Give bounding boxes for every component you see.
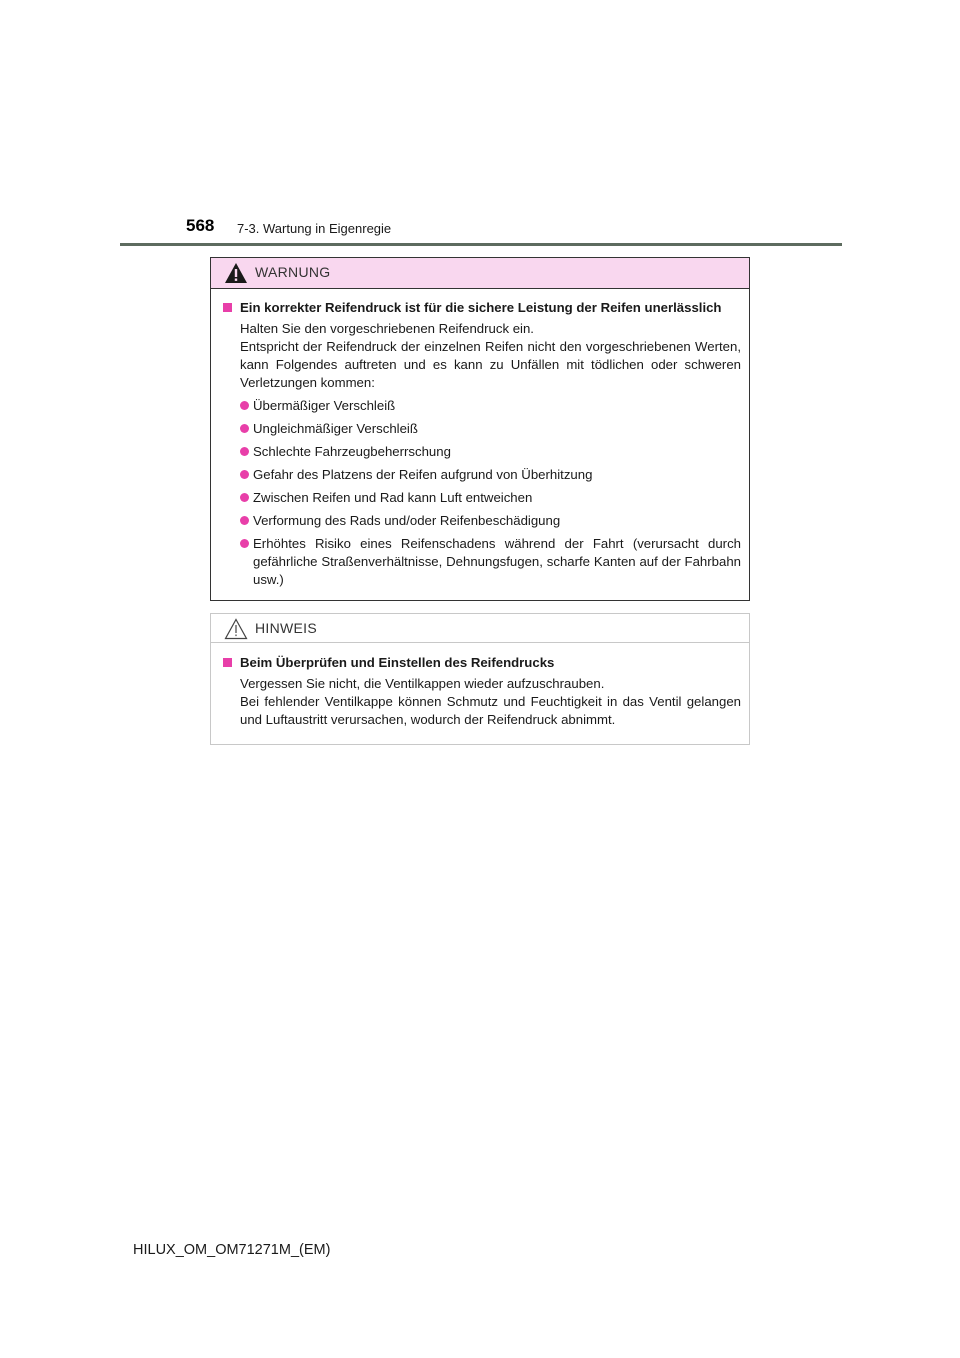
round-bullet-icon [240, 447, 249, 456]
list-item [222, 397, 741, 415]
round-bullet-icon [240, 401, 249, 410]
list-item-text: Schlechte Fahrzeugbeherrschung [253, 444, 451, 459]
list-item-text: Übermäßiger Verschleiß [253, 398, 396, 413]
list-item [222, 535, 741, 589]
notice-heading [222, 654, 741, 672]
notice-box [210, 613, 750, 745]
round-bullet-icon [240, 493, 249, 502]
round-bullet-icon [240, 539, 249, 548]
round-bullet-icon [240, 470, 249, 479]
warning-box [210, 257, 750, 601]
header-divider [120, 243, 842, 246]
warning-intro-line: Entspricht der Reifendruck der einzelnen Reifen nicht den vorgeschriebenen Werten, kann Folgendes auftreten und es kann zu Unfällen mit tödlichen oder schweren Verletzungen kommen: [240, 339, 741, 390]
list-item [222, 489, 741, 507]
document-footer-id: HILUX_OM_OM71271M_(EM) [133, 1242, 331, 1258]
warning-list [222, 397, 741, 589]
notice-label: HINWEIS [255, 620, 317, 636]
list-item-text: Ungleichmäßiger Verschleiß [253, 421, 418, 436]
notice-line: Vergessen Sie nicht, die Ventilkappen wieder aufzuschrauben. [240, 676, 605, 691]
square-bullet-icon [223, 658, 232, 667]
page-number: 568 [186, 216, 215, 235]
list-item-text: Zwischen Reifen und Rad kann Luft entweichen [253, 490, 533, 505]
list-item [222, 443, 741, 461]
notice-content [222, 654, 741, 729]
list-item [222, 512, 741, 530]
notice-heading-text: Beim Überprüfen und Einstellen des Reifendrucks [240, 655, 555, 670]
section-title: 7-3. Wartung in Eigenregie [237, 221, 392, 236]
warning-label: WARNUNG [255, 264, 331, 280]
notice-line: Bei fehlender Ventilkappe können Schmutz und Feuchtigkeit in das Ventil gelangen und Luftaustritt verursachen, wodurch der Reifendruck abnimmt. [240, 694, 741, 727]
warning-intro-line: Halten Sie den vorgeschriebenen Reifendruck ein. [240, 321, 534, 336]
round-bullet-icon [240, 424, 249, 433]
list-item-text: Verformung des Rads und/oder Reifenbeschädigung [253, 513, 561, 528]
warning-content [222, 299, 741, 594]
round-bullet-icon [240, 516, 249, 525]
caution-triangle-outline-icon [224, 618, 248, 640]
square-bullet-icon [223, 303, 232, 312]
list-item-text: Gefahr des Platzens der Reifen aufgrund von Überhitzung [253, 467, 593, 482]
warning-triangle-filled-icon [224, 262, 248, 284]
warning-heading-text: Ein korrekter Reifendruck ist für die sichere Leistung der Reifen unerlässlich [240, 300, 722, 315]
list-item-text: Erhöhtes Risiko eines Reifenschadens während der Fahrt (verursacht durch gefährliche Straßenverhältnisse, Dehnungsfugen, scharfe Kanten auf der Fahrbahn usw.) [253, 536, 741, 587]
page-header [186, 216, 846, 240]
warning-header [211, 258, 749, 289]
warning-heading [222, 299, 741, 317]
list-item [222, 420, 741, 438]
notice-header [211, 614, 749, 643]
list-item [222, 466, 741, 484]
